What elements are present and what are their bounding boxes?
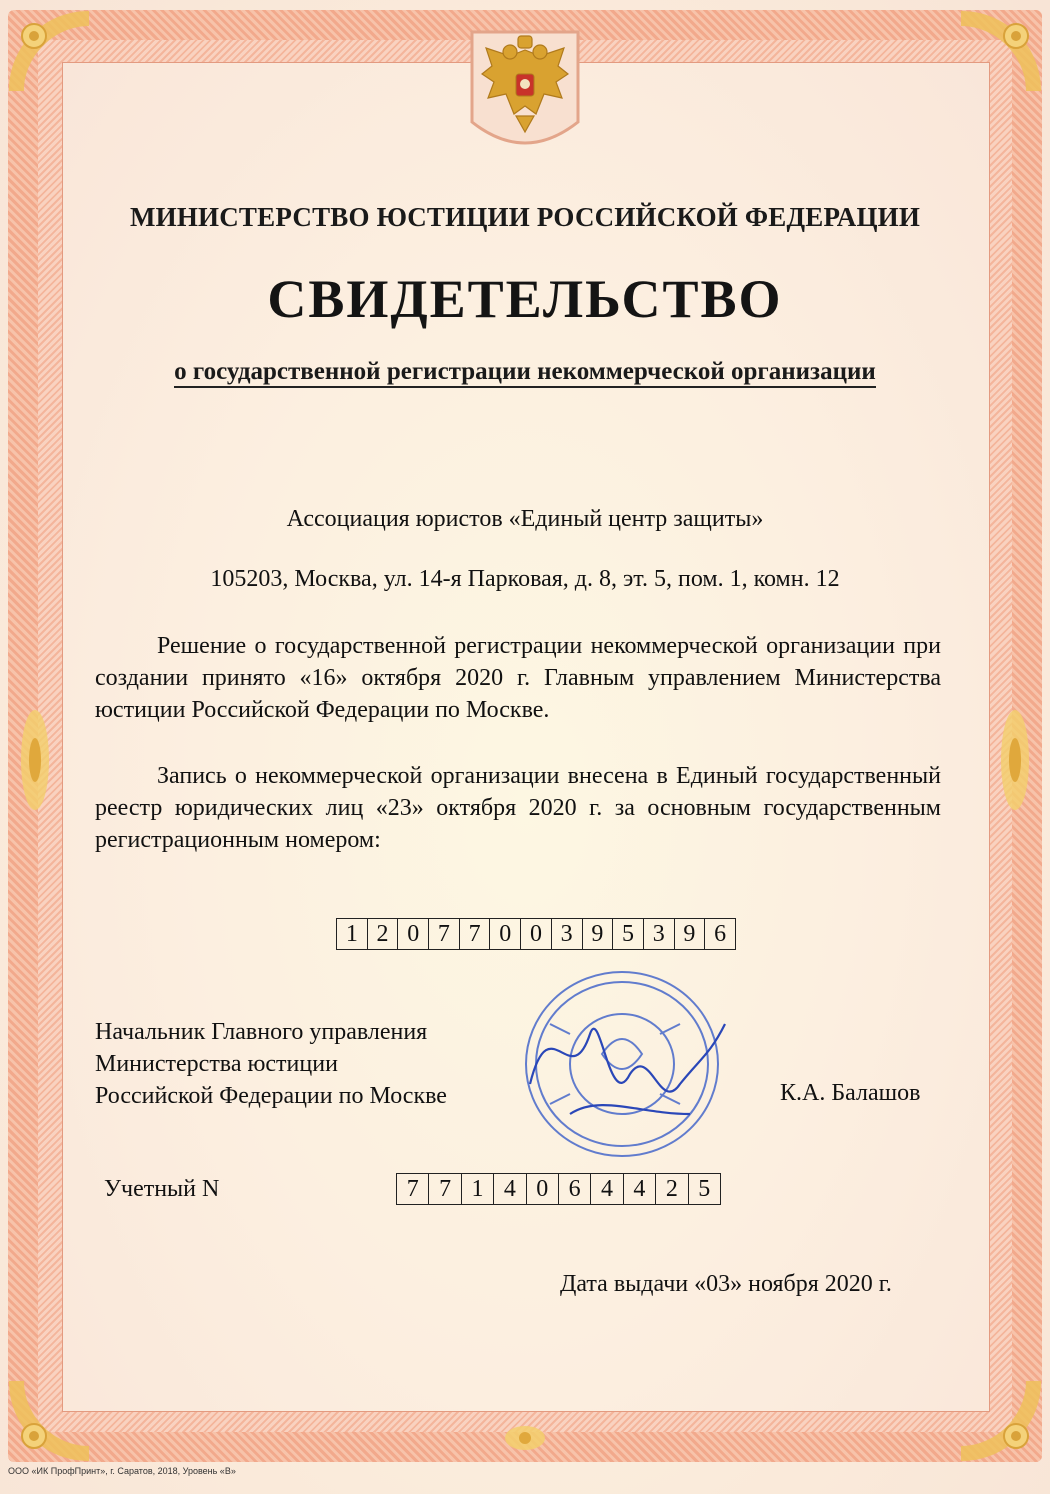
corner-ornament-icon (4, 6, 94, 96)
signatory-position-line: Российской Федерации по Москве (95, 1083, 447, 1109)
organization-address: 105203, Москва, ул. 14-я Парковая, д. 8, эт. 5, пом. 1, комн. 12 (210, 566, 840, 592)
signatory-position-line: Министерства юстиции (95, 1051, 338, 1077)
corner-ornament-icon (4, 1376, 94, 1466)
digit-box: 7 (429, 919, 460, 949)
digit-box: 3 (552, 919, 583, 949)
account-label: Учетный N (104, 1176, 220, 1202)
coat-of-arms-icon (466, 22, 584, 164)
digit-box: 7 (429, 1174, 461, 1204)
digit-box: 4 (591, 1174, 623, 1204)
side-ornament-icon (12, 700, 58, 820)
ogrn-number-boxes (336, 918, 736, 950)
signatory-position (95, 1016, 447, 1112)
digit-box: 1 (337, 919, 368, 949)
digit-box: 7 (460, 919, 491, 949)
digit-box: 0 (521, 919, 552, 949)
bottom-ornament-icon (502, 1418, 548, 1458)
organization-name: Ассоциация юристов «Единый центр защиты» (286, 506, 764, 532)
decision-paragraph: Решение о государственной регистрации некоммерческой организации при создании принято «16» октября 2020 г. Главным управлением Министерства юстиции Российской Федерации по Москве. (95, 633, 941, 723)
signatory-name: К.А. Балашов (780, 1080, 921, 1106)
document-subtitle (0, 358, 1050, 386)
inner-certificate-field (62, 62, 990, 1412)
document-title: СВИДЕТЕЛЬСТВО (267, 269, 783, 329)
digit-box: 6 (714, 921, 727, 947)
account-number-boxes (396, 1173, 721, 1205)
digit-box: 4 (494, 1174, 526, 1204)
digit-box: 0 (490, 919, 521, 949)
digit-box: 5 (613, 919, 644, 949)
digit-box: 2 (368, 919, 399, 949)
printer-imprint: ООО «ИК ПрофПринт», г. Саратов, 2018, Уровень «В» (8, 1466, 236, 1476)
record-paragraph: Запись о некоммерческой организации внесена в Единый государственный реестр юридических лиц «23» октября 2020 г. за основным государственным регистрационным номером: (95, 763, 941, 853)
digit-box: 6 (559, 1174, 591, 1204)
side-ornament-icon (992, 700, 1038, 820)
ministry-heading: МИНИСТЕРСТВО ЮСТИЦИИ РОССИЙСКОЙ ФЕДЕРАЦИИ (129, 202, 921, 232)
digit-box: 9 (675, 919, 706, 949)
digit-box: 0 (398, 919, 429, 949)
digit-box: 3 (644, 919, 675, 949)
corner-ornament-icon (956, 1376, 1046, 1466)
subtitle-text: о государственной регистрации некоммерческой организации (174, 358, 876, 388)
issue-date: Дата выдачи «03» ноября 2020 г. (560, 1271, 892, 1297)
digit-box: 4 (624, 1174, 656, 1204)
digit-box: 9 (583, 919, 614, 949)
digit-box: 5 (698, 1176, 711, 1202)
official-seal-icon (510, 964, 730, 1174)
signatory-position-line: Начальник Главного управления (95, 1019, 428, 1045)
digit-box: 2 (656, 1174, 688, 1204)
digit-box: 1 (462, 1174, 494, 1204)
digit-box: 7 (397, 1174, 429, 1204)
digit-box: 0 (527, 1174, 559, 1204)
corner-ornament-icon (956, 6, 1046, 96)
